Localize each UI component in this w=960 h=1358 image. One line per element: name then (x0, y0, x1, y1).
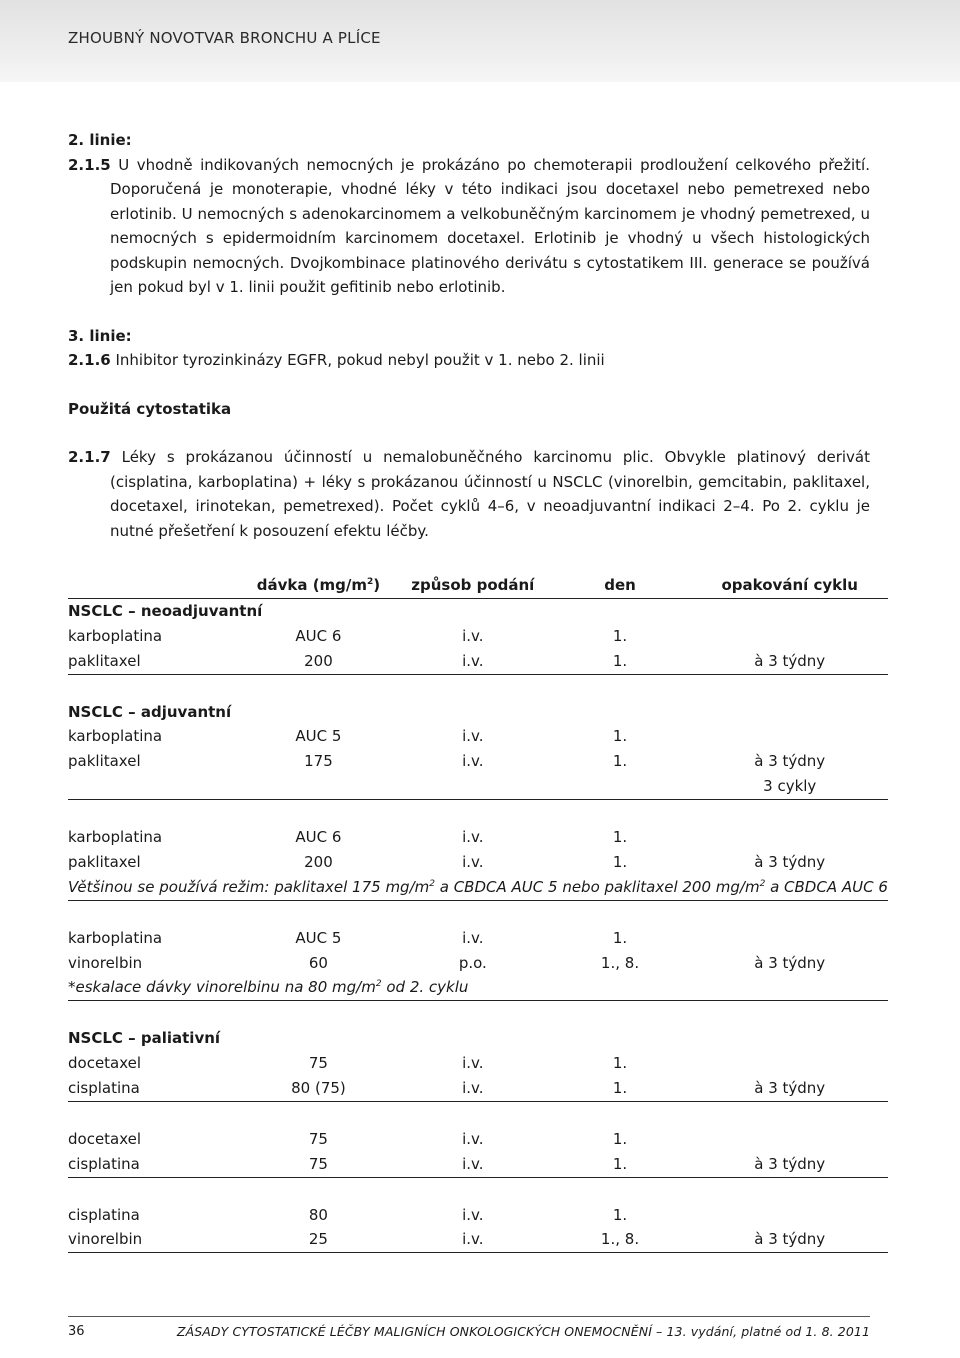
item-2-1-6 (68, 348, 870, 373)
dosing-table (68, 573, 888, 1253)
col-header-cycle: opakování cyklu (692, 573, 888, 598)
table-note-escalation: *eskalace dávky vinorelbinu na 80 $mg/m^2$ od 2. cyklu (68, 975, 888, 1000)
group-row-palliative: NSCLC – paliativní (68, 1029, 221, 1048)
line3-heading: 3. linie: (68, 326, 132, 345)
table-row: karboplatina AUC 6 i.v. 1. (68, 828, 628, 847)
table-row: docetaxel 75 i.v. 1. (68, 1054, 628, 1073)
table-row: vinorelbin 60 p.o. 1., 8. à 3 týdny (68, 953, 826, 972)
table-row: vinorelbin 25 i.v. 1., 8. à 3 týdny (68, 1227, 888, 1252)
table-row: docetaxel 75 i.v. 1. (68, 1129, 628, 1148)
col-header-route: způsob podání (397, 573, 548, 598)
table-row: cisplatina 80 i.v. 1. (68, 1205, 628, 1224)
table-row: paklitaxel 200 i.v. 1. à 3 týdny (68, 852, 826, 871)
table-row: 3 cykly (68, 774, 888, 799)
item-number: 2.1.6 (68, 351, 111, 369)
table-row: karboplatina AUC 5 i.v. 1. (68, 928, 628, 947)
page-number: 36 (68, 1324, 85, 1339)
item-2-1-7 (68, 445, 870, 543)
table-row: karboplatina AUC 5 i.v. 1. (68, 727, 628, 746)
footer-title: ZÁSADY CYTOSTATICKÉ LÉČBY MALIGNÍCH ONKOLOGICKÝCH ONEMOCNĚNÍ – 13. vydání, platné od 1. 8. 2011 (176, 1324, 870, 1339)
footer-divider (68, 1316, 870, 1317)
header-band (0, 0, 960, 82)
col-header-day: den (548, 573, 691, 598)
table-row: paklitaxel 200 i.v. 1. à 3 týdny (68, 649, 888, 674)
page-content (68, 128, 888, 1253)
item-text: Léky s prokázanou účinností u nemalobuněčného karcinomu plic. Obvykle platinový derivát (cisplatina, karboplatina) + léky s prokázanou účinností u NSCLC (vinorelbin, gemcitabin, paklitaxel, docetaxel, irinotekan, pemetrexed). Počet cyklů 4–6, v neoadjuvantní indikaci 2–4. Po 2. cyklu je nutné přešetření k posouzení efektu léčby. (110, 448, 870, 540)
table-row: karboplatina AUC 6 i.v. 1. (68, 626, 628, 645)
col-header-dose: dávka $(mg/m^2)$ (240, 573, 397, 598)
item-text: U vhodně indikovaných nemocných je prokázáno po chemoterapii prodloužení celkového přežití. Doporučená je monoterapie, vhodné léky v této indikaci jsou docetaxel nebo pemetrexed nebo erlotinib. U nemocných s adenokarcinomem a velkobuněčným karcinomem je vhodný pemetrexed, u nemocných s epidermoidním karcinomem docetaxel. Erlotinib je vhodný u všech histologických podskupin nemocných. Dvojkombinace platinového derivátu s cytostatikem III. generace se používá jen pokud byl v 1. linii použit gefitinib nebo erlotinib. (110, 155, 870, 296)
item-2-1-5 (68, 153, 870, 300)
table-row: cisplatina 75 i.v. 1. à 3 týdny (68, 1152, 888, 1177)
group-row-adjuvant: NSCLC – adjuvantní (68, 702, 232, 721)
item-number: 2.1.5 (68, 155, 111, 174)
table-row: cisplatina 80 (75) i.v. 1. à 3 týdny (68, 1076, 888, 1101)
table-header-row (68, 573, 888, 598)
table-row: paklitaxel 175 i.v. 1. à 3 týdny (68, 752, 826, 771)
section-title-cytostatika: Použitá cytostatika (68, 399, 232, 418)
table-note-regimen: Většinou se používá režim: paklitaxel 175 $mg/m^2$ a CBDCA AUC 5 nebo paklitaxel 200 $mg/m^2$ a CBDCA AUC 6 (68, 875, 888, 900)
item-text: Inhibitor tyrozinkinázy EGFR, pokud nebyl použit v 1. nebo 2. linii (110, 351, 605, 369)
item-number: 2.1.7 (68, 448, 111, 466)
line2-heading: 2. linie: (68, 131, 132, 149)
header-title: ZHOUBNÝ NOVOTVAR BRONCHU A PLÍCE (68, 29, 381, 47)
group-row-neoadjuvant: NSCLC – neoadjuvantní (68, 601, 263, 620)
